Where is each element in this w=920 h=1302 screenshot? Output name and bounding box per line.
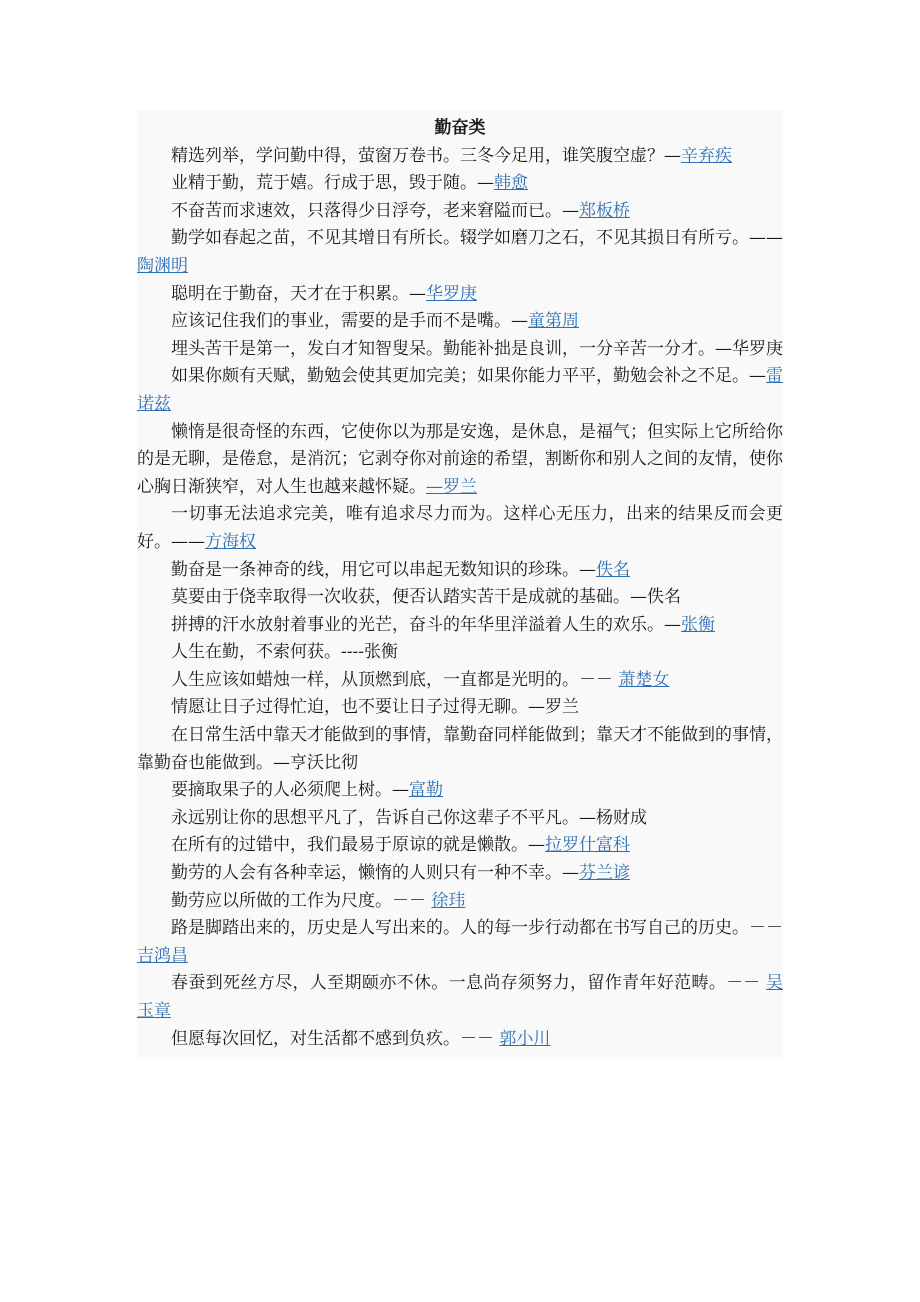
- author-link[interactable]: 拉罗什富科: [545, 835, 630, 856]
- author-name: 杨财成: [596, 807, 647, 828]
- quote-text: 在所有的过错中，我们最易于原谅的就是懒散。—: [171, 835, 545, 856]
- quote-item: [137, 198, 783, 226]
- quote-item: [137, 225, 783, 280]
- quote-item: [137, 694, 783, 722]
- quote-item: [137, 336, 783, 364]
- author-link[interactable]: 徐玮: [431, 890, 466, 911]
- author-link[interactable]: 吴玉章: [137, 973, 783, 1021]
- quote-text: 聪明在于勤奋，天才在于积累。—: [171, 283, 426, 304]
- quote-item: [137, 419, 783, 502]
- author-link[interactable]: 萧楚女: [618, 669, 670, 690]
- author-link[interactable]: 童第周: [528, 311, 579, 332]
- quote-text: 精选列举，学问勤中得，萤窗万卷书。三冬今足用，谁笑腹空虚？—: [171, 145, 681, 166]
- quote-item: [137, 281, 783, 309]
- author-link[interactable]: 张衡: [681, 614, 715, 635]
- author-link[interactable]: 郑板桥: [579, 200, 630, 221]
- quote-text: 业精于勤，荒于嬉。行成于思，毁于随。—: [171, 173, 494, 194]
- quote-list: [137, 143, 783, 1054]
- quote-text: 路是脚踏出来的，历史是人写出来的。人的每一步行动都在书写自己的历史。－－: [171, 918, 783, 939]
- quote-item: [137, 612, 783, 640]
- quote-text: 春蚕到死丝方尽，人至期颐亦不休。一息尚存须努力，留作青年好范畴。－－: [171, 973, 766, 994]
- quote-item: [137, 860, 783, 888]
- quote-text: 勤奋是一条神奇的线，用它可以串起无数知识的珍珠。—: [171, 559, 596, 580]
- quote-item: [137, 805, 783, 833]
- quote-item: [137, 667, 783, 695]
- author-name: 亨沃比彻: [290, 752, 358, 773]
- quote-item: [137, 501, 783, 556]
- quote-item: [137, 832, 783, 860]
- author-link[interactable]: 辛弃疾: [681, 145, 732, 166]
- quote-text: 但愿每次回忆，对生活都不感到负疚。－－: [171, 1028, 500, 1049]
- author-link[interactable]: 郭小川: [499, 1028, 551, 1049]
- author-link[interactable]: 雷诺兹: [137, 366, 783, 414]
- quote-text: 人生应该如蜡烛一样，从顶燃到底，一直都是光明的。－－: [171, 669, 619, 690]
- quote-text: 不奋苦而求速效，只落得少日浮夸，老来窘隘而已。—: [171, 200, 579, 221]
- quote-item: [137, 584, 783, 612]
- quote-text: 勤劳应以所做的工作为尺度。－－: [171, 890, 432, 911]
- quote-item: [137, 888, 783, 916]
- quote-text: 一切事无法追求完美，唯有追求尽力而为。这样心无压力，出来的结果反而会更好。——: [137, 504, 783, 552]
- quote-item: [137, 308, 783, 336]
- author-link[interactable]: 方海权: [205, 531, 256, 552]
- quote-text: 勤学如春起之苗，不见其增日有所长。辍学如磨刀之石，不见其损日有所亏。——: [171, 228, 783, 249]
- quote-item: [137, 915, 783, 970]
- quote-text: 如果你颇有天赋，勤勉会使其更加完美；如果你能力平平，勤勉会补之不足。—: [171, 366, 766, 387]
- quote-text: 应该记住我们的事业，需要的是手而不是嘴。—: [171, 311, 528, 332]
- author-name: 罗兰: [545, 697, 579, 718]
- quote-text: 拼搏的汗水放射着事业的光芒，奋斗的年华里洋溢着人生的欢乐。—: [171, 614, 681, 635]
- quote-item: [137, 143, 783, 171]
- author-link[interactable]: 芬兰谚: [579, 863, 630, 884]
- author-name: 华罗庚: [732, 338, 783, 359]
- quote-text: 莫要由于侥幸取得一次收获，便否认踏实苦干是成就的基础。—: [171, 587, 647, 608]
- quote-item: [137, 722, 783, 777]
- quote-text: 情愿让日子过得忙迫，也不要让日子过得无聊。—: [171, 697, 545, 718]
- author-link[interactable]: —罗兰: [426, 476, 477, 497]
- quote-item: [137, 1026, 783, 1054]
- quote-text: 勤劳的人会有各种幸运，懒惰的人则只有一种不幸。—: [171, 863, 579, 884]
- author-link[interactable]: 陶渊明: [137, 255, 188, 276]
- quote-text: 埋头苦干是第一，发白才知智叟呆。勤能补拙是良训，一分辛苦一分才。—: [171, 338, 732, 359]
- quote-item: [137, 777, 783, 805]
- author-link[interactable]: 佚名: [596, 559, 630, 580]
- quote-text: 永远别让你的思想平凡了，告诉自己你这辈子不平凡。—: [171, 807, 596, 828]
- author-link[interactable]: 韩愈: [494, 173, 528, 194]
- quote-item: [137, 639, 783, 667]
- quote-text: 人生在勤，不索何获。----: [171, 642, 364, 663]
- author-name: 张衡: [363, 642, 398, 663]
- quote-text: 懒惰是很奇怪的东西，它使你以为那是安逸，是休息，是福气；但实际上它所给你的是无聊，是倦怠，是消沉；它剥夺你对前途的希望，割断你和别人之间的友情，使你心胸日渐狭窄，对人生也越来越怀疑。: [137, 421, 783, 497]
- quote-item: [137, 170, 783, 198]
- author-name: 佚名: [647, 587, 681, 608]
- quote-item: [137, 363, 783, 418]
- author-link[interactable]: 吉鸿昌: [137, 945, 188, 966]
- quote-text: 在日常生活中靠天才能做到的事情，靠勤奋同样能做到；靠天才不能做到的事情，靠勤奋也能做到。—: [137, 725, 783, 773]
- quote-item: [137, 970, 783, 1025]
- quote-item: [137, 557, 783, 585]
- page-title: 勤奋类: [434, 118, 486, 138]
- quote-text: 要摘取果子的人必须爬上树。—: [171, 780, 409, 801]
- document-body: [137, 110, 783, 1057]
- author-link[interactable]: 富勒: [409, 780, 443, 801]
- author-link[interactable]: 华罗庚: [426, 283, 477, 304]
